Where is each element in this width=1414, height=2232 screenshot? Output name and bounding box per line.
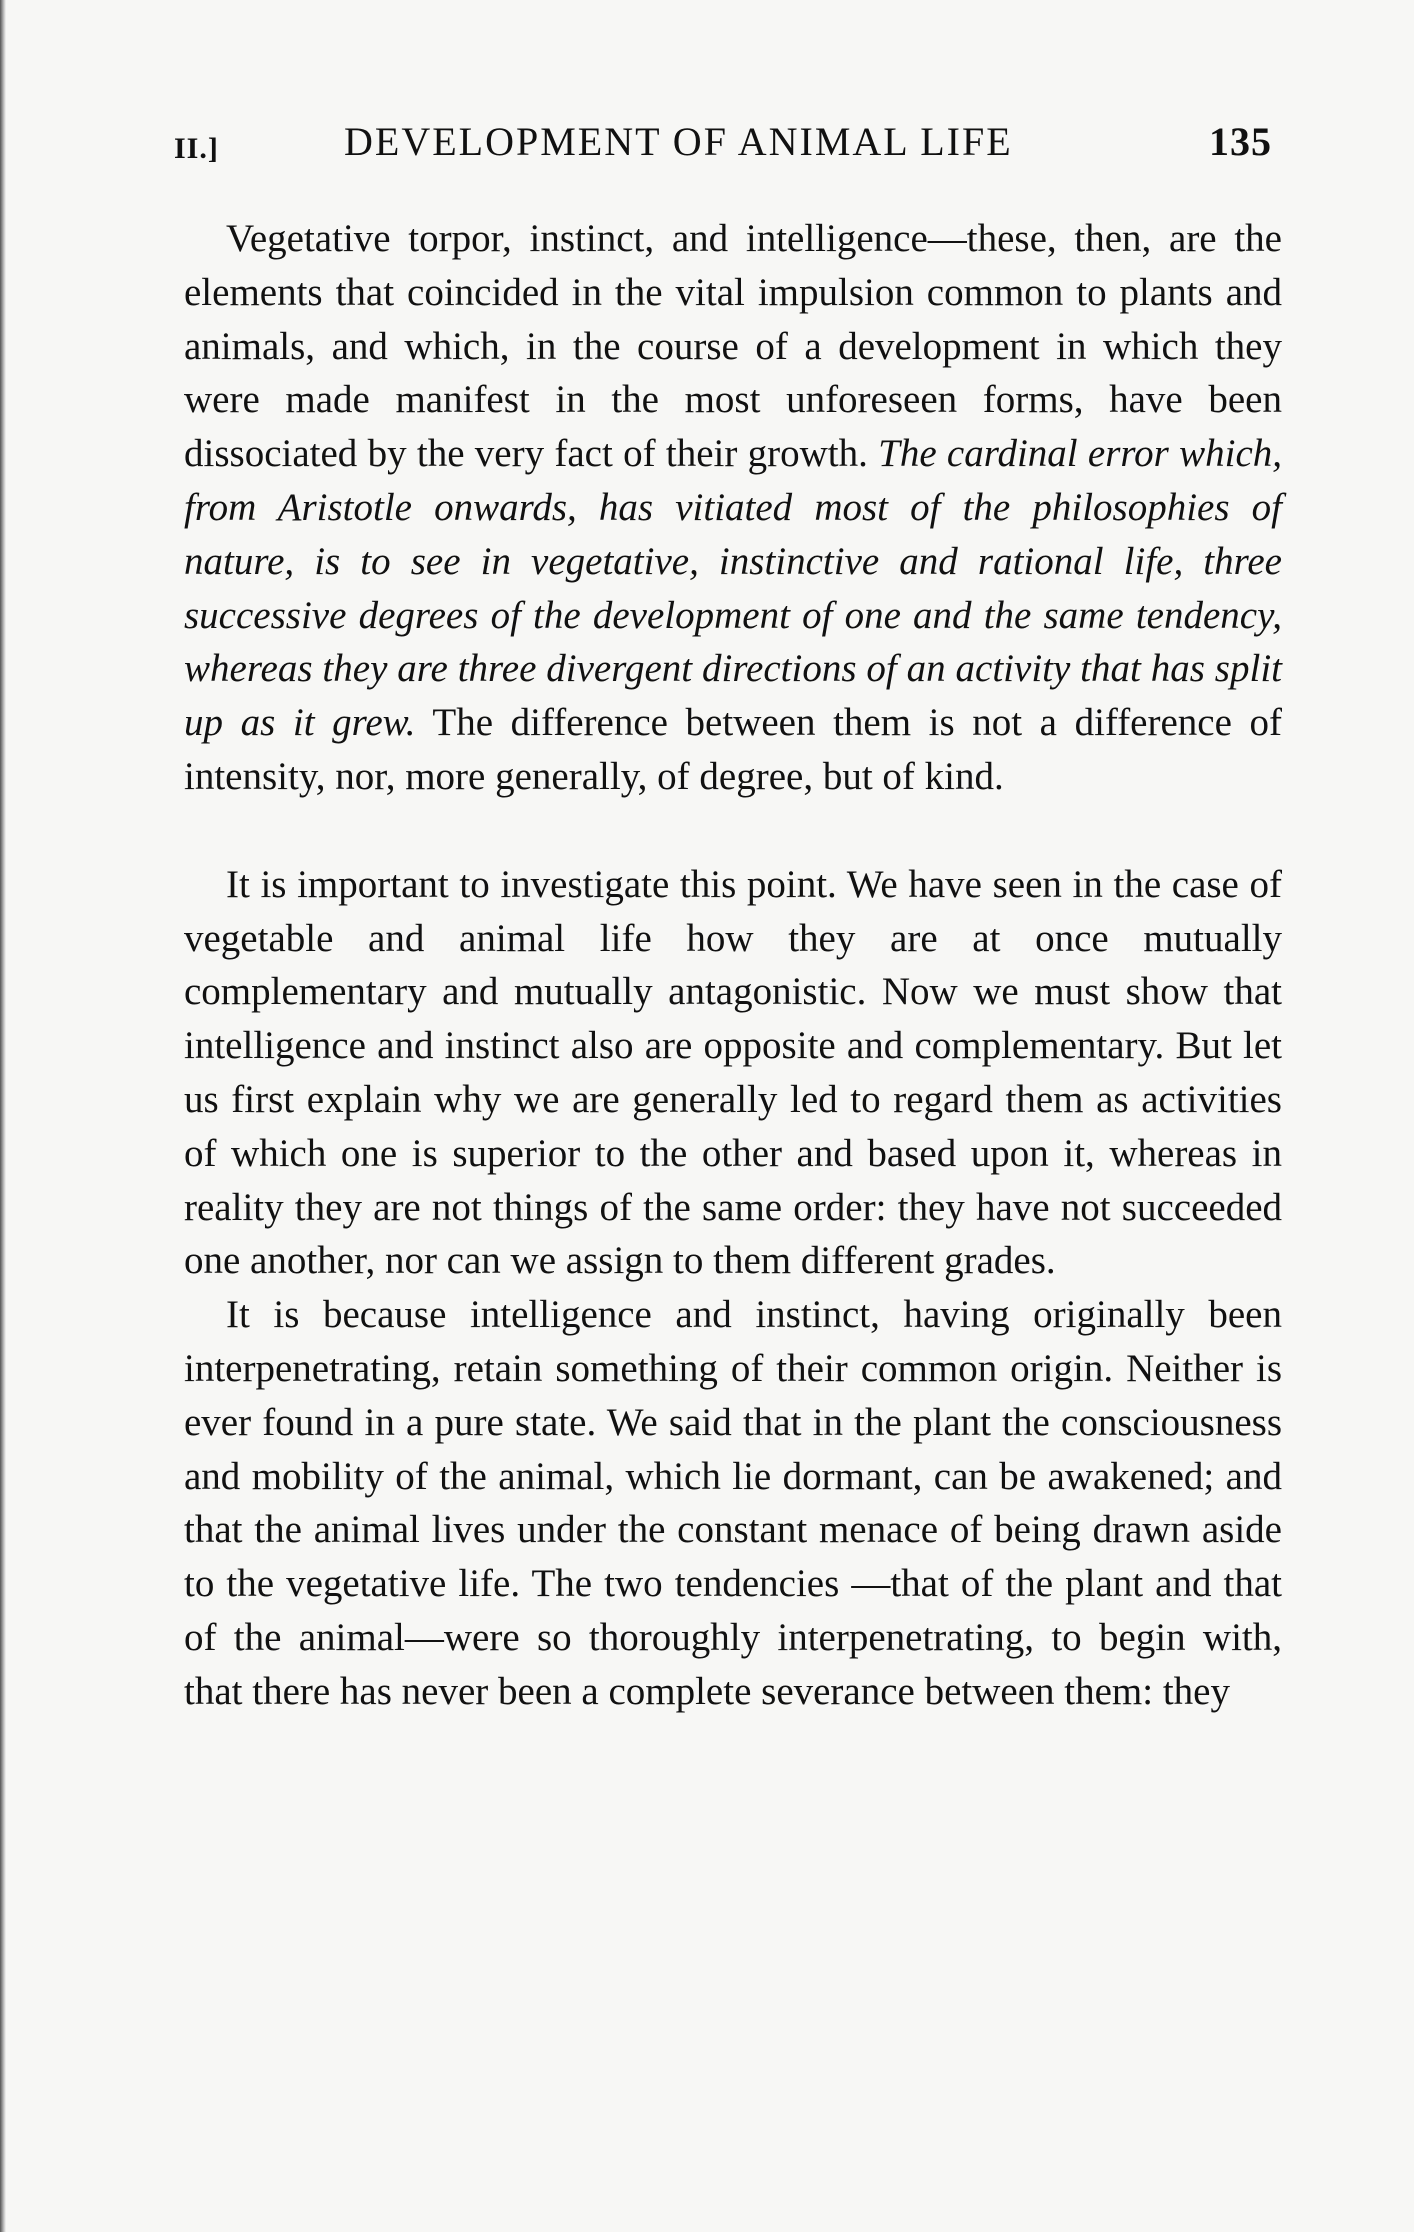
paragraph-2: It is important to investigate this point. We have seen in the case of vegetable and animal life how they are at once mutually complementary and mutually antagonistic. Now we must show that intelligence and instinct also are opposite and complementary. But let us first explain why we are generally led to regard them as activities of which one is superior to the other and based upon it, whereas in reality they are not things of the same order: they have not succeeded one another, nor can we assign to them different grades. [184,862,1282,1283]
page-number: 135 [1209,119,1272,164]
paragraph-1-italic-passage: The cardinal error which, from Aristotle onwards, has vitiated most of the philosophies of nature, is to see in vegetative, instinctive and rational life, three successive degrees of the development of one and the same tendency, whereas they are three divergent directions of an activity that has split up as it grew. [184,432,1283,745]
chapter-marker: II.] [174,132,219,165]
paragraph-1-text-end: The difference between them is not a difference of intensity, nor, more generally, of degree, but of kind. [184,701,1282,798]
running-header [174,118,1286,178]
page-edge-shadow [0,0,6,2232]
running-title: DEVELOPMENT OF ANIMAL LIFE [344,119,1013,164]
paragraph-1 [184,212,1282,804]
page-body [184,212,1282,1719]
paragraph-1-text-start: Vegetative torpor, instinct, and intelligence—these, then, are the elements that coincided in the vital impulsion common to plants and animals, and which, in the course of a development in which they were made manifest in the most unforeseen forms, have been dissociated by the very fact of their growth. [184,217,1282,476]
paragraph-3: It is because intelligence and instinct, having originally been interpenetrating, retain something of their common origin. Neither is ever found in a pure state. We said that in the plant the consciousness and mobility of the animal, which lie dormant, can be awakened; and that the animal lives under the constant menace of being drawn aside to the vegetative life. The two tendencies —that of the plant and that of the animal—were so thoroughly interpenetrating, to begin with, that there has never been a complete severance between them: they [184,1293,1282,1713]
